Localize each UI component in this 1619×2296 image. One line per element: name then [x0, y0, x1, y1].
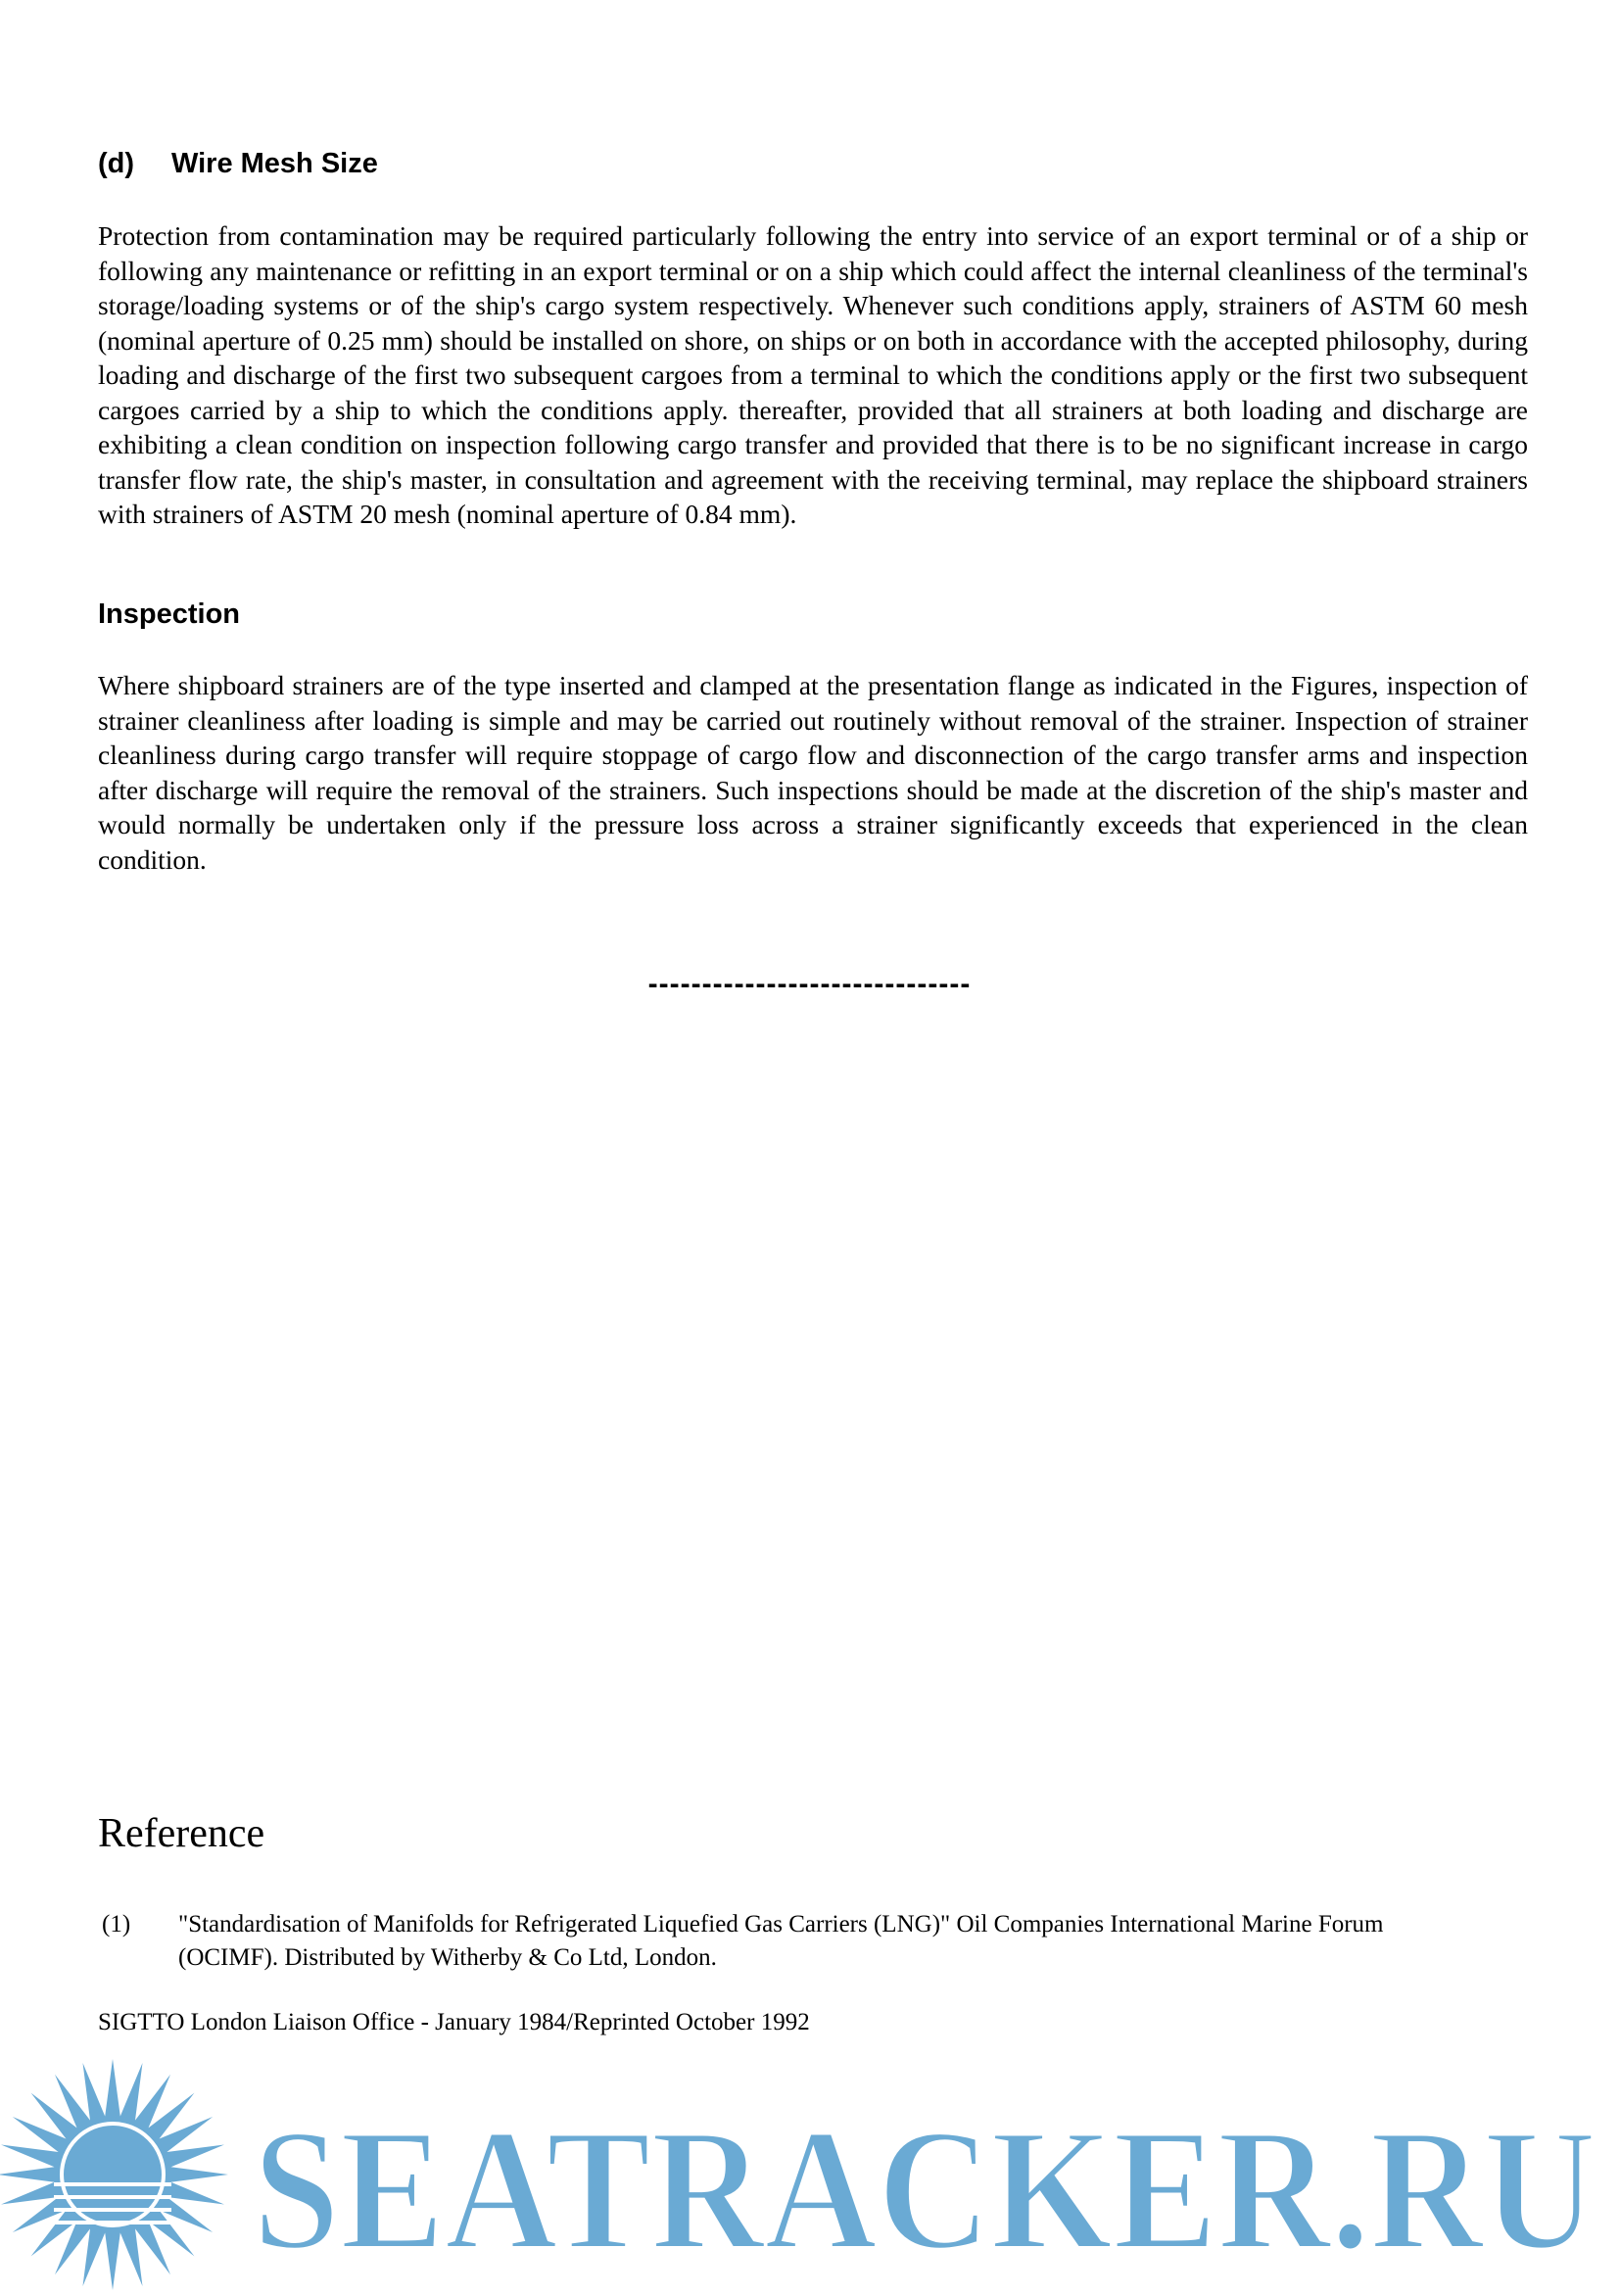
inspection-title: Inspection [98, 598, 241, 630]
section-title: Wire Mesh Size [171, 148, 378, 179]
sun-horizon-line-icon [54, 2195, 171, 2199]
reference-heading: Reference [98, 1811, 265, 1856]
sun-emblem-icon [0, 2059, 228, 2290]
sun-horizon-line-icon [54, 2221, 171, 2224]
reference-text: "Standardisation of Manifolds for Refrigerated Liquefied Gas Carriers (LNG)" Oil Companies International Marine Forum (OCIMF). Distributed by Witherby & Co Ltd, London. [178, 1911, 1384, 1971]
inspection-paragraph: Where shipboard strainers are of the type inserted and clamped at the presentation flange as indicated in the Figures, inspection of strainer cleanliness after loading is simple and may be carried out routinely without removal of the strainer. Inspection of strainer cleanliness during cargo transfer will require stoppage of cargo flow and disconnection of the cargo transfer arms and inspection after discharge will require the removal of the strainers. Such inspections should be made at the discretion of the ship's master and would normally be undertaken only if the pressure loss across a strainer significantly exceeds that experienced in the clean condition. [98, 670, 1528, 875]
footer-office-line: SIGTTO London Liaison Office - January 1984/Reprinted October 1992 [98, 2009, 810, 2035]
section-divider: ------------------------------ [647, 968, 972, 1000]
watermark-text: SEATRACKER.RU [253, 2092, 1596, 2286]
inspection-heading [98, 598, 240, 631]
watermark-banner [0, 2047, 1619, 2291]
sun-horizon-line-icon [54, 2182, 171, 2186]
section-number: (d) [98, 148, 135, 179]
wire-mesh-paragraph: Protection from contamination may be required particularly following the entry into service of an export terminal or of a ship or following any maintenance or refitting in an export terminal or on a ship which could affect the internal cleanliness of the terminal's storage/loading systems or of the ship's cargo system respectively. Whenever such conditions apply, strainers of ASTM 60 mesh (nominal aperture of 0.25 mm) should be installed on shore, on ships or on both in accordance with the accepted philosophy, during loading and discharge of the first two subsequent cargoes from a terminal to which the conditions apply or the first two subsequent cargoes carried by a ship to which the conditions apply. thereafter, provided that all strainers at both loading and discharge are exhibiting a clean condition on inspection following cargo transfer and provided that there is to be no significant increase in cargo transfer flow rate, the ship's master, in consultation and agreement with the receiving terminal, may replace the shipboard strainers with strainers of ASTM 20 mesh (nominal aperture of 0.84 mm). [98, 220, 1528, 529]
watermark-graphic [0, 2047, 1619, 2291]
reference-number: (1) [102, 1911, 131, 1937]
sun-horizon-line-icon [54, 2208, 171, 2212]
section-heading-wire-mesh [98, 147, 378, 180]
